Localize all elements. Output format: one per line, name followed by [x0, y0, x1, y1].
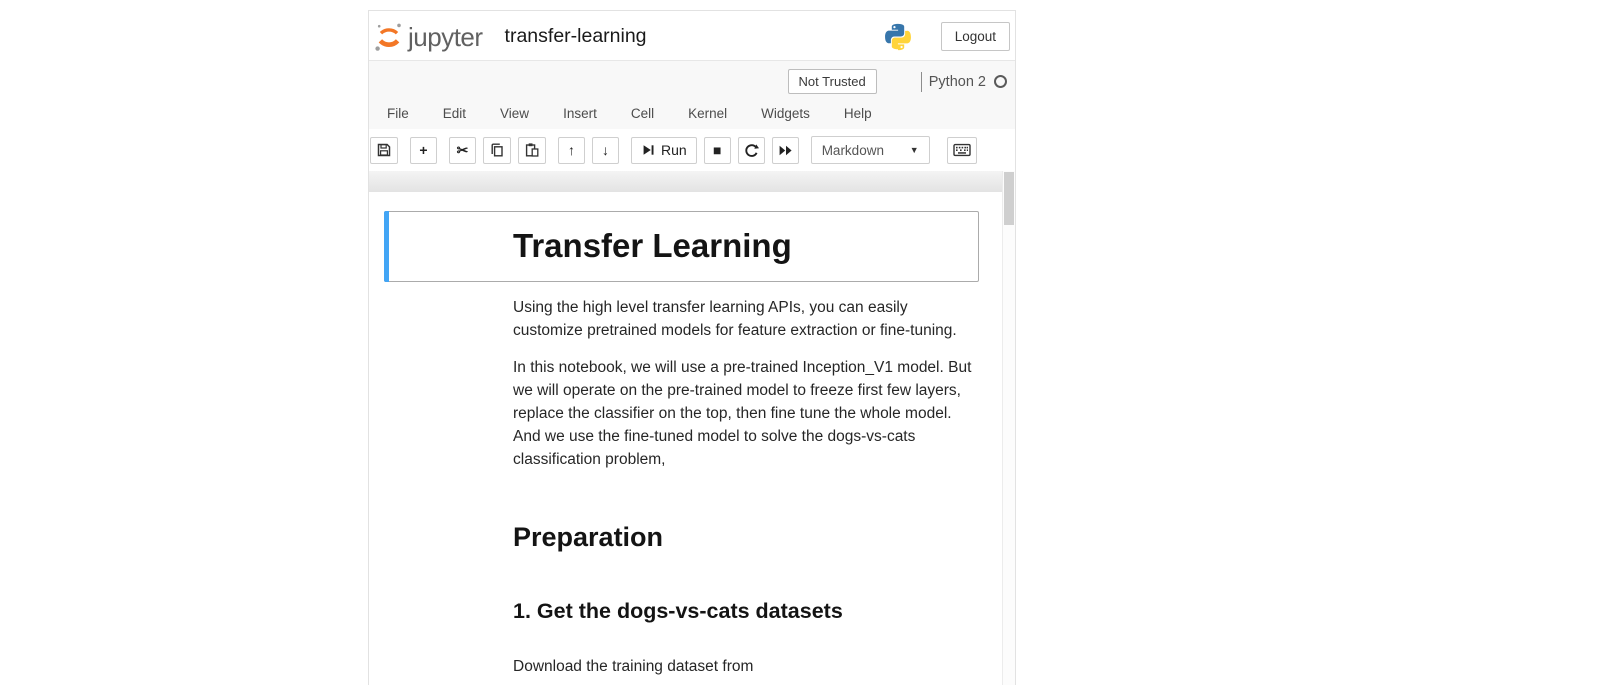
- notebook-top-shadow: [369, 171, 1002, 192]
- add-cell-button[interactable]: [410, 137, 437, 164]
- cell-rendered-markdown: [513, 288, 975, 487]
- copy-cell-button[interactable]: [483, 137, 511, 164]
- paste-cell-button[interactable]: [518, 137, 546, 164]
- logout-button[interactable]: Logout: [941, 22, 1010, 51]
- markdown-cell-get-datasets[interactable]: [384, 570, 979, 641]
- scrollbar-thumb[interactable]: [1004, 172, 1014, 225]
- cell-rendered-markdown: [513, 499, 975, 564]
- menu-widgets[interactable]: Widgets: [761, 105, 810, 121]
- trust-badge[interactable]: Not Trusted: [788, 69, 877, 94]
- jupyter-logo[interactable]: [373, 20, 483, 54]
- header-right: [883, 20, 1010, 54]
- keyboard-icon: [953, 143, 971, 157]
- notebook-title[interactable]: transfer-learning: [504, 25, 647, 47]
- arrow-down-icon: ↓: [602, 142, 609, 158]
- restart-run-all-button[interactable]: [772, 137, 799, 164]
- notebook-site: [369, 171, 1015, 685]
- restart-kernel-button[interactable]: [738, 137, 765, 164]
- notebook-scrollbar[interactable]: [1002, 171, 1015, 685]
- markdown-cell-preparation[interactable]: [384, 493, 979, 570]
- menu-kernel[interactable]: Kernel: [688, 105, 728, 121]
- cell-prompt: [385, 288, 513, 487]
- move-cell-down-button[interactable]: [592, 137, 619, 164]
- jupyter-notebook-app: [368, 10, 1016, 685]
- jupyter-logo-word: jupyter: [408, 22, 483, 52]
- step-forward-icon: [641, 143, 655, 157]
- cell-prompt: [385, 576, 513, 635]
- cut-icon: ✂: [456, 142, 469, 158]
- copy-icon: [489, 142, 505, 158]
- notebook-toolbar: [369, 129, 1015, 171]
- move-cell-up-button[interactable]: [558, 137, 585, 164]
- menu-help[interactable]: Help: [843, 105, 872, 121]
- cell-rendered-markdown: [513, 647, 975, 685]
- save-icon: [376, 142, 392, 158]
- cell-type-value: Markdown: [821, 142, 884, 158]
- notebook-h1: Transfer Learning: [513, 227, 792, 264]
- stop-icon: ■: [712, 142, 722, 158]
- restart-icon: [744, 143, 759, 158]
- cut-cell-button[interactable]: [449, 137, 476, 164]
- fast-forward-icon: [778, 144, 793, 157]
- run-button[interactable]: [631, 137, 697, 164]
- menubar: [369, 60, 1015, 129]
- paragraph: Download the training dataset from: [513, 658, 754, 675]
- paste-icon: [524, 142, 540, 158]
- menu-view[interactable]: View: [500, 105, 530, 121]
- trust-kernel-row: [369, 61, 1015, 96]
- menu-insert[interactable]: Insert: [563, 105, 597, 121]
- jupyter-logo-icon: [373, 20, 405, 54]
- kernel-separator: [921, 72, 922, 92]
- command-palette-button[interactable]: [947, 137, 977, 164]
- kernel-name: Python 2: [928, 73, 986, 90]
- run-button-label: Run: [661, 142, 687, 158]
- cell-prompt: [385, 647, 513, 685]
- menu-cell[interactable]: Cell: [630, 105, 655, 121]
- notebook-h2: Preparation: [513, 522, 664, 552]
- cell-rendered-markdown: [513, 217, 975, 276]
- markdown-cell-title[interactable]: [384, 211, 979, 282]
- paragraph: Using the high level transfer learning APIs, you can easily customize pretrained models for feature extraction or fine-tuning.: [513, 299, 957, 339]
- paragraph: In this notebook, we will use a pre-trained Inception_V1 model. But we will operate on the pre-trained model to freeze first few layers, replace the classifier on the top, then fine tune the whole model. And we use the fine-tuned model to solve the dogs-vs-cats classification problem,: [513, 359, 972, 468]
- cell-prompt: [385, 499, 513, 564]
- cell-type-select[interactable]: [811, 136, 930, 164]
- menu-bar: [369, 96, 1015, 130]
- app-header: [369, 11, 1015, 60]
- selected-cell-indicator: [384, 211, 389, 282]
- cell-prompt: [385, 217, 513, 276]
- save-button[interactable]: [370, 137, 398, 164]
- kernel-idle-icon: [994, 75, 1007, 88]
- cell-rendered-markdown: [513, 576, 975, 635]
- menu-file[interactable]: File: [387, 105, 409, 121]
- markdown-cell-intro[interactable]: [384, 282, 979, 493]
- notebook-container: [369, 192, 1015, 685]
- chevron-down-icon: ▼: [909, 145, 919, 155]
- menu-edit[interactable]: Edit: [442, 105, 467, 121]
- interrupt-kernel-button[interactable]: [704, 137, 731, 164]
- plus-icon: +: [419, 142, 428, 158]
- arrow-up-icon: ↑: [568, 142, 575, 158]
- markdown-cell-download[interactable]: [384, 641, 979, 685]
- notebook-h3: 1. Get the dogs-vs-cats datasets: [513, 599, 843, 623]
- python-logo-icon: [883, 20, 913, 54]
